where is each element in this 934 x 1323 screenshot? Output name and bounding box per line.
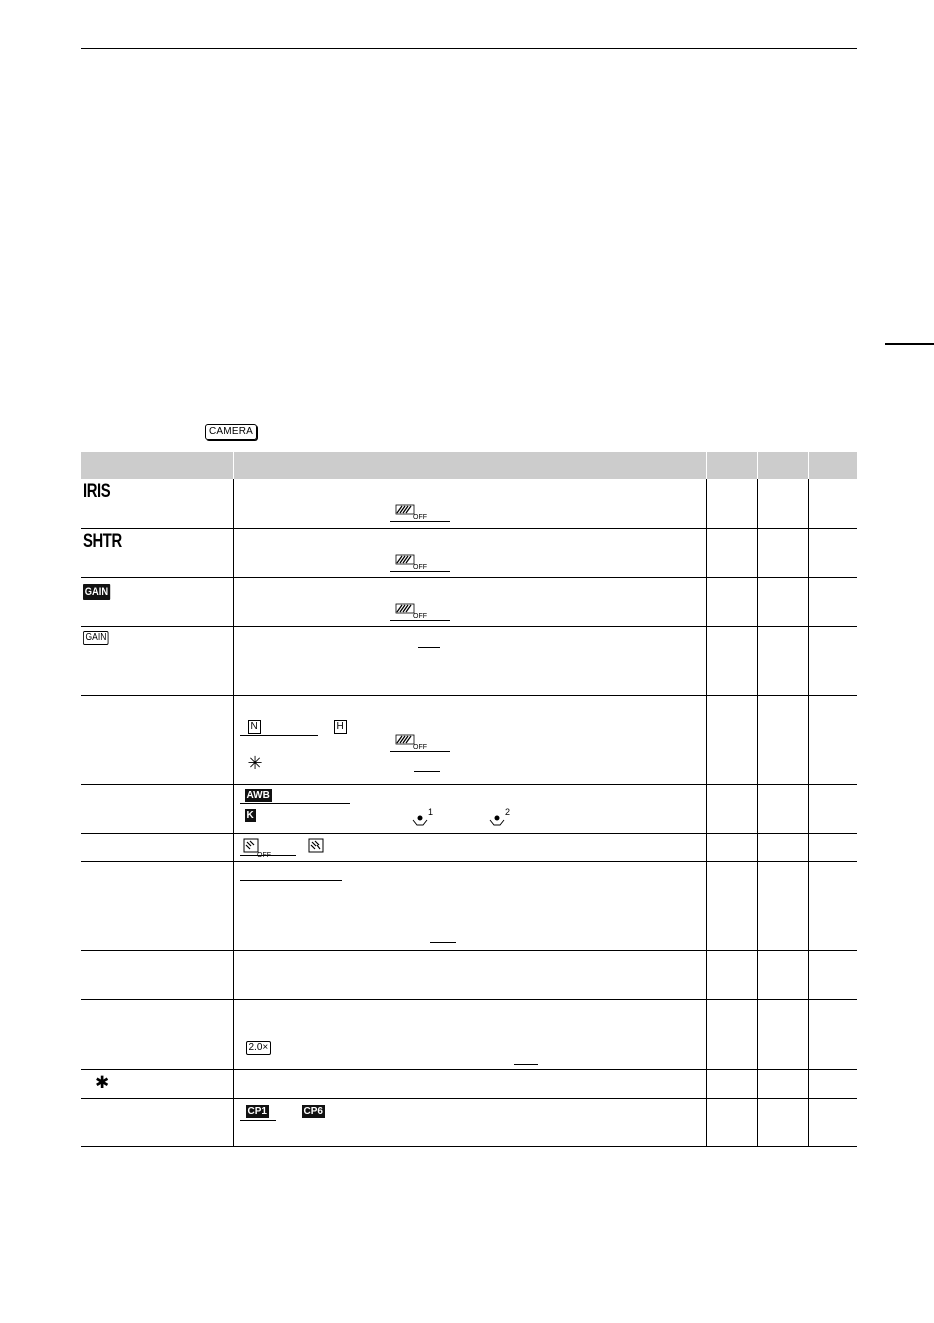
item-cell	[81, 784, 233, 833]
backlight-off-icon	[243, 838, 273, 863]
table-row	[81, 577, 857, 626]
header-col-a	[706, 452, 757, 479]
settings-cell	[233, 861, 706, 950]
chapter-tab-marker	[885, 343, 934, 345]
table-row	[81, 999, 857, 1069]
cell	[757, 479, 808, 528]
item-cell	[81, 577, 233, 626]
header-rule	[81, 48, 857, 49]
cell	[757, 577, 808, 626]
header-item	[81, 452, 233, 479]
cell	[706, 528, 757, 577]
settings-cell	[233, 1069, 706, 1098]
svg-text:OFF: OFF	[412, 563, 427, 571]
item-cell	[81, 528, 233, 577]
item-cell	[81, 1098, 233, 1146]
cell	[808, 1069, 857, 1098]
default-underline	[240, 855, 296, 856]
default-underline	[390, 620, 450, 621]
cell	[706, 833, 757, 861]
cell	[808, 479, 857, 528]
gain-limit-icon: GAIN	[83, 631, 109, 645]
cell	[706, 861, 757, 950]
settings-cell	[233, 479, 706, 528]
mode-indicator	[205, 421, 257, 440]
backlight-on-icon	[308, 838, 328, 861]
asterisk-icon: ✳	[247, 752, 263, 773]
iris-icon: IRIS	[83, 481, 111, 502]
default-underline	[390, 571, 450, 572]
settings-cell	[233, 950, 706, 999]
camera-mode-badge: CAMERA	[205, 424, 257, 440]
item-cell	[81, 833, 233, 861]
kelvin-icon: K	[246, 809, 254, 821]
header-col-b	[757, 452, 808, 479]
cell	[706, 999, 757, 1069]
cell	[706, 950, 757, 999]
table-row	[81, 784, 857, 833]
default-underline	[240, 803, 350, 804]
cell	[757, 1069, 808, 1098]
zoom-2x-icon: 2.0×	[246, 1041, 272, 1055]
default-underline	[390, 521, 450, 522]
cell	[757, 950, 808, 999]
default-underline	[418, 647, 440, 648]
table-row	[81, 950, 857, 999]
header-settings	[233, 452, 706, 479]
cell	[706, 1069, 757, 1098]
cell	[808, 577, 857, 626]
nd-high-icon: H	[334, 720, 347, 734]
svg-text:OFF: OFF	[412, 612, 427, 620]
default-underline	[240, 880, 342, 881]
settings-cell	[233, 999, 706, 1069]
gain-icon: GAIN	[84, 585, 109, 598]
item-cell	[81, 861, 233, 950]
settings-cell	[233, 528, 706, 577]
cell	[808, 999, 857, 1069]
white-set-1-icon	[412, 807, 434, 832]
cell	[706, 1098, 757, 1146]
default-underline	[430, 942, 456, 943]
cell	[808, 861, 857, 950]
cell	[706, 626, 757, 695]
table-header-row	[81, 452, 857, 479]
settings-cell	[233, 626, 706, 695]
settings-cell	[233, 833, 706, 861]
cell	[706, 577, 757, 626]
white-set-2-icon	[489, 807, 511, 832]
default-underline	[414, 771, 440, 772]
table-row	[81, 1069, 857, 1098]
item-cell	[81, 695, 233, 784]
table-row	[81, 479, 857, 528]
custom-picture-1-icon: CP1	[247, 1105, 267, 1117]
cell	[757, 1098, 808, 1146]
cell	[757, 528, 808, 577]
item-cell	[81, 626, 233, 695]
cell	[757, 999, 808, 1069]
svg-text:OFF: OFF	[412, 514, 427, 521]
cell	[706, 784, 757, 833]
nd-normal-icon: N	[248, 720, 261, 734]
svg-text:2: 2	[504, 806, 510, 817]
item-cell	[81, 999, 233, 1069]
cell	[757, 833, 808, 861]
cell	[808, 833, 857, 861]
cell	[757, 784, 808, 833]
default-underline	[514, 1064, 538, 1065]
table-row	[81, 528, 857, 577]
item-cell	[81, 1069, 233, 1098]
cell	[757, 626, 808, 695]
table-row	[81, 861, 857, 950]
settings-cell	[233, 695, 706, 784]
header-col-c	[808, 452, 857, 479]
table-row	[81, 626, 857, 695]
default-underline	[240, 1120, 276, 1121]
svg-text:1: 1	[427, 806, 433, 817]
table-row	[81, 1098, 857, 1146]
settings-cell	[233, 784, 706, 833]
item-cell	[81, 950, 233, 999]
cell	[808, 950, 857, 999]
settings-cell	[233, 1098, 706, 1146]
gear-icon: ✱	[95, 1072, 110, 1092]
cell	[808, 784, 857, 833]
shutter-icon: SHTR	[83, 530, 122, 552]
cell	[706, 479, 757, 528]
awb-icon: AWB	[246, 789, 270, 801]
cell	[808, 528, 857, 577]
svg-text:OFF: OFF	[412, 743, 427, 751]
default-underline	[240, 735, 318, 736]
cell	[808, 1098, 857, 1146]
table-row	[81, 833, 857, 861]
camera-menu-table	[81, 452, 857, 1147]
table-row	[81, 695, 857, 784]
cell	[757, 861, 808, 950]
cell	[808, 695, 857, 784]
custom-picture-6-icon: CP6	[303, 1105, 323, 1117]
item-cell	[81, 479, 233, 528]
default-underline	[390, 751, 450, 752]
cell	[706, 695, 757, 784]
cell	[757, 695, 808, 784]
cell	[808, 626, 857, 695]
settings-cell	[233, 577, 706, 626]
